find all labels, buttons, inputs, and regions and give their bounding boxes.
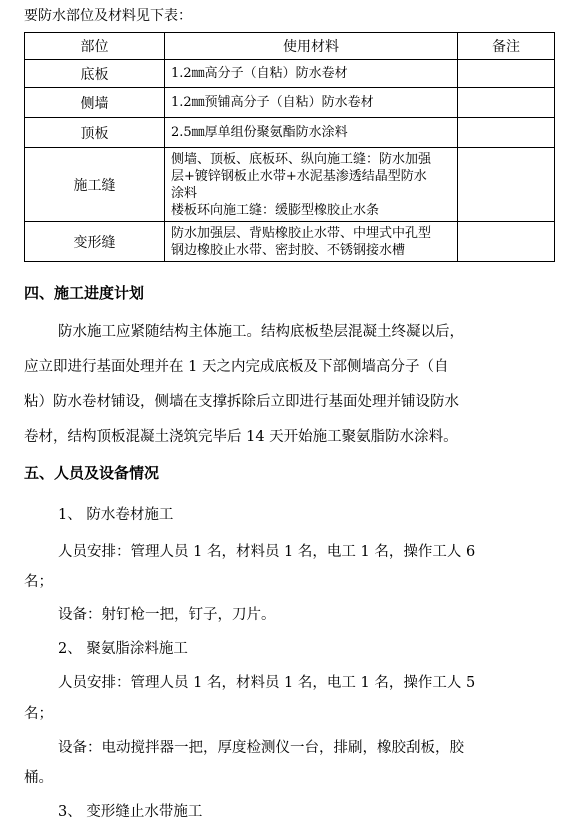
header-note: 备注: [458, 33, 555, 60]
item-2-title: 2、 聚氨脂涂料施工: [58, 641, 188, 657]
material-line: 侧墙、顶板、底板环、纵向施工缝：防水加强: [171, 151, 432, 167]
table-row: [25, 148, 555, 222]
item-1-staff: 人员安排：管理人员 1 名，材料员 1 名，电工 1 名，操作工人 6: [58, 544, 476, 560]
paragraph-line: 粘）防水卷材铺设，侧墙在支撑拆除后立即进行基面处理并铺设防水: [24, 394, 459, 410]
table-row: [25, 118, 555, 148]
item-2-equipment: 设备：电动搅拌器一把，厚度检测仪一台，排刷，橡胶刮板，胶: [58, 740, 464, 756]
row-material: [165, 148, 458, 222]
item-3-title: 3、 变形缝止水带施工: [58, 804, 203, 820]
material-line: 1.2㎜高分子（自粘）防水卷材: [171, 66, 348, 81]
row-part: 顶板: [25, 118, 165, 148]
header-material: 使用材料: [165, 33, 458, 60]
row-part: 侧墙: [25, 88, 165, 118]
table-row: [25, 222, 555, 262]
row-part: 变形缝: [25, 222, 165, 262]
header-part: 部位: [25, 33, 165, 60]
table-header-row: [25, 33, 555, 60]
paragraph-line: 防水施工应紧随结构主体施工。结构底板垫层混凝土终凝以后，: [58, 324, 464, 340]
material-line: 2.5㎜厚单组份聚氨酯防水涂料: [171, 125, 348, 140]
material-line: 1.2㎜预铺高分子（自粘）防水卷材: [171, 95, 374, 110]
material-line: 层+镀锌钢板止水带+水泥基渗透结晶型防水: [171, 168, 427, 184]
material-line: 钢边橡胶止水带、密封胶、不锈钢接水槽: [171, 242, 406, 258]
row-part: 底板: [25, 60, 165, 88]
row-note: [458, 222, 555, 262]
item-1-equipment: 设备：射钉枪一把，钉子，刀片。: [58, 607, 276, 623]
intro-text: 要防水部位及材料见下表：: [24, 8, 192, 24]
paragraph-line: 应立即进行基面处理并在 1 天之内完成底板及下部侧墙高分子（自: [24, 359, 449, 375]
row-material: [165, 88, 458, 118]
item-2-staff-cont: 名；: [24, 706, 53, 722]
material-line: 楼板环向施工缝：缓膨型橡胶止水条: [171, 202, 380, 218]
row-note: [458, 60, 555, 88]
material-line: 涂料: [171, 185, 198, 201]
row-material: [165, 222, 458, 262]
row-note: [458, 88, 555, 118]
table-row: [25, 88, 555, 118]
row-part: 施工缝: [25, 148, 165, 222]
paragraph-line: 卷材，结构顶板混凝土浇筑完毕后 14 天开始施工聚氨脂防水涂料。: [24, 429, 458, 445]
section-4-heading: 四、施工进度计划: [24, 284, 145, 302]
row-material: [165, 118, 458, 148]
item-1-title: 1、 防水卷材施工: [58, 507, 174, 523]
item-2-equipment-cont: 桶。: [24, 770, 53, 786]
section-5-heading: 五、人员及设备情况: [24, 464, 160, 482]
row-note: [458, 118, 555, 148]
materials-table: [24, 32, 555, 262]
item-2-staff: 人员安排：管理人员 1 名，材料员 1 名，电工 1 名，操作工人 5: [58, 675, 476, 691]
row-note: [458, 148, 555, 222]
table-row: [25, 60, 555, 88]
item-1-staff-cont: 名；: [24, 574, 53, 590]
material-line: 防水加强层、背贴橡胶止水带、中埋式中孔型: [171, 225, 432, 241]
row-material: [165, 60, 458, 88]
